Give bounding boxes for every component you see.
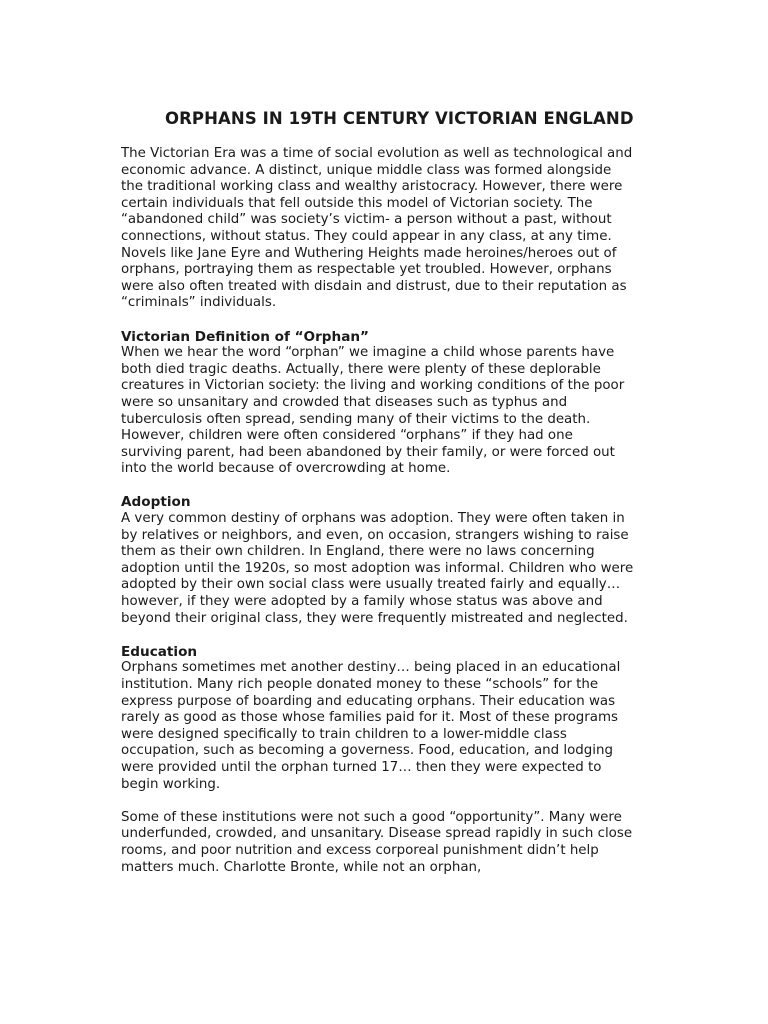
- paragraph-gap: [121, 312, 636, 329]
- section-heading-orphan-definition: Victorian Definition of “Orphan”: [121, 328, 369, 345]
- paragraph-gap: [121, 627, 636, 644]
- intro-paragraph: The Victorian Era was a time of social evolution as well as technological and economic advance. A distinct, unique middle class was formed alongside the traditional working class and wealthy aristocracy. However, there were certain individuals that fell outside this model of Victorian society. The “abandoned child” was society’s victim- a person without a past, without connections, without status. They could appear in any class, at any time. Novels like Jane Eyre and Wuthering Heights made heroines/heroes out of orphans, portraying them as respectable yet troubled. However, orphans were also often treated with disdain and distrust, due to their reputation as “criminals” individuals.: [121, 146, 633, 311]
- document-title: ORPHANS IN 19TH CENTURY VICTORIAN ENGLAND: [165, 109, 634, 128]
- document-page: [121, 109, 636, 876]
- section-body-adoption: A very common destiny of orphans was adoption. They were often taken in by relatives or neighbors, and even, on occasion, strangers wishing to raise them as their own children. In England, there were no laws concerning adoption until the 1920s, so most adoption was informal. Children who were adopted by their own social class were usually treated fairly and equally… however, if they were adopted by a family whose status was above and beyond their original class, they were frequently mistreated and neglected.: [121, 511, 634, 626]
- section-body-education-continued: Some of these institutions were not such a good “opportunity”. Many were underfunded, crowded, and unsanitary. Disease spread rapidly in such close rooms, and poor nutrition and excess corporeal punishment didn’t help matters much. Charlotte Bronte, while not an orphan,: [121, 809, 633, 875]
- paragraph-gap: [121, 478, 636, 495]
- section-heading-adoption: Adoption: [121, 494, 191, 511]
- section-heading-education: Education: [121, 643, 198, 660]
- section-body-orphan-definition: When we hear the word “orphan” we imagine a child whose parents have both died tragic deaths. Actually, there were plenty of these deplorable creatures in Victorian society: the living and working conditions of the poor were so unsanitary and crowded that diseases such as typhus and tuberculosis often spread, sending many of their victims to the death. However, children were often considered “orphans” if they had one surviving parent, had been abandoned by their family, or were forced out into the world because of overcrowding at home.: [121, 345, 625, 477]
- section-body-education: Orphans sometimes met another destiny… being placed in an educational institution. Many rich people donated money to these “schools” for the express purpose of boarding and educating orphans. Their education was rarely as good as those whose families paid for it. Most of these programs were designed specifically to train children to a lower-middle class occupation, such as becoming a governess. Food, education, and lodging were provided until the orphan turned 17… then they were expected to begin working.: [121, 660, 621, 792]
- paragraph-gap: [121, 793, 636, 810]
